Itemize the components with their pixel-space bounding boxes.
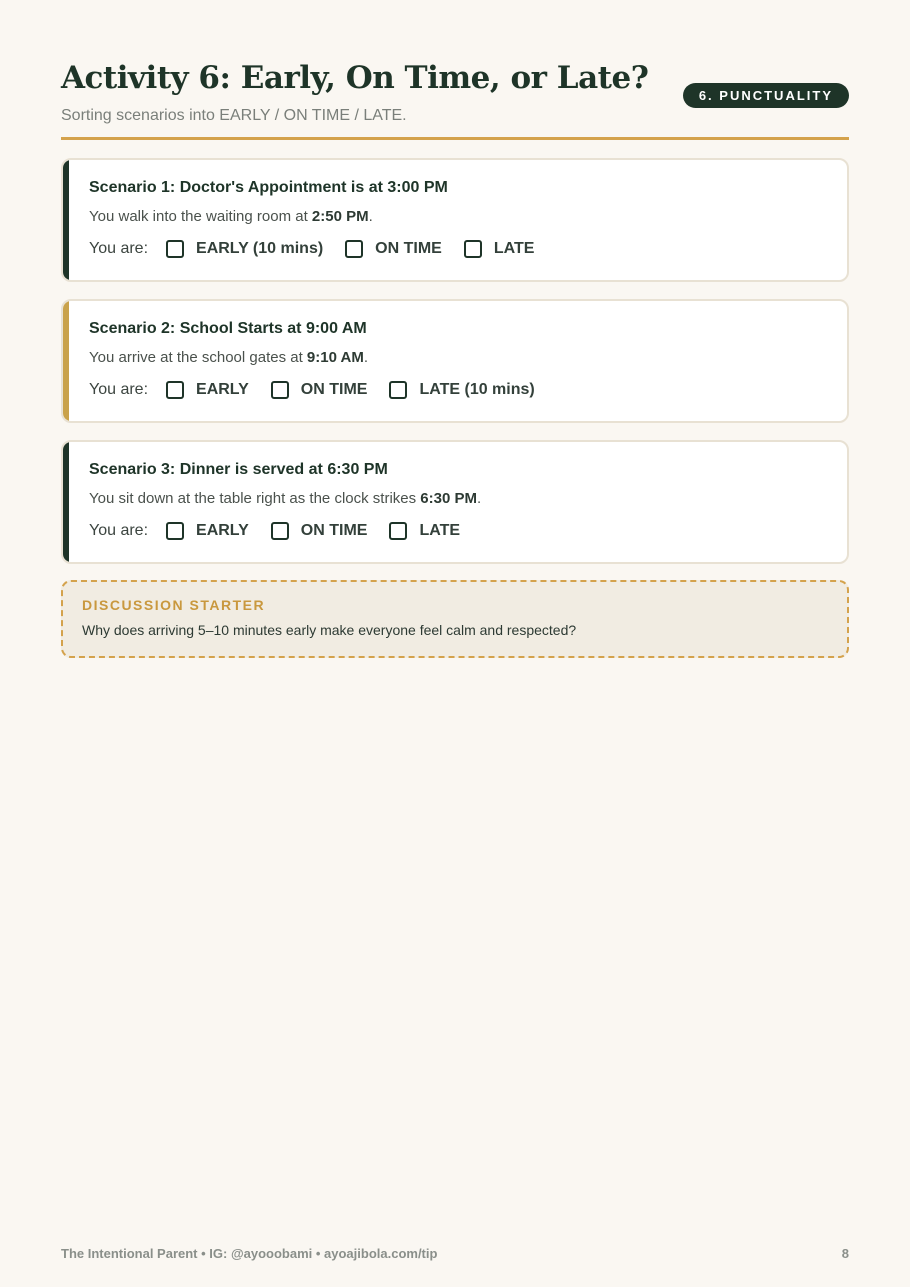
scenario-description: [89, 349, 368, 366]
checkbox[interactable]: [166, 522, 184, 540]
worksheet-page: [61, 0, 849, 638]
scenario-card-3: [61, 440, 849, 564]
option-on-time[interactable]: [271, 522, 368, 540]
scenario-time: 6:30 PM: [420, 490, 477, 507]
scenario-time: 2:50 PM: [311, 208, 369, 225]
option-label: LATE: [493, 240, 535, 257]
discussion-box: [61, 580, 849, 658]
page-title: Activity 6: Early, On Time, or Late?: [61, 60, 649, 96]
answer-options: [89, 522, 482, 540]
checkbox[interactable]: [166, 381, 184, 399]
checkbox[interactable]: [389, 381, 407, 399]
page-header: [61, 0, 849, 140]
checkbox[interactable]: [389, 522, 407, 540]
option-early[interactable]: [166, 522, 249, 540]
scenario-title: Scenario 1: Doctor's Appointment is at 3:00 PM: [89, 179, 448, 196]
option-late[interactable]: [389, 381, 534, 399]
option-early[interactable]: [166, 381, 249, 399]
scenario-text: You sit down at the table right as the clock strikes: [89, 490, 421, 507]
scenario-text: You arrive at the school gates at: [89, 349, 307, 366]
page-subtitle: Sorting scenarios into EARLY / ON TIME / LATE.: [61, 107, 407, 124]
option-early[interactable]: [166, 240, 323, 258]
checkbox[interactable]: [464, 240, 482, 258]
scenario-card-1: [61, 158, 849, 282]
checkbox[interactable]: [271, 522, 289, 540]
option-label: ON TIME: [300, 381, 368, 398]
discussion-text: Why does arriving 5–10 minutes early make everyone feel calm and respected?: [82, 622, 577, 638]
option-late[interactable]: [389, 522, 460, 540]
answer-options: [89, 240, 556, 258]
option-late[interactable]: [464, 240, 535, 258]
option-label: EARLY: [196, 522, 249, 539]
checkbox[interactable]: [166, 240, 184, 258]
option-label: EARLY: [196, 381, 249, 398]
answer-prompt: You are:: [89, 381, 149, 398]
scenario-text: You walk into the waiting room at: [89, 208, 312, 225]
scenario-title: Scenario 2: School Starts at 9:00 AM: [89, 320, 367, 337]
answer-prompt: You are:: [89, 240, 149, 257]
answer-prompt: You are:: [89, 522, 149, 539]
option-on-time[interactable]: [271, 381, 368, 399]
section-badge: 6. PUNCTUALITY: [683, 83, 849, 108]
option-on-time[interactable]: [345, 240, 442, 258]
option-label: LATE (10 mins): [419, 381, 535, 398]
discussion-heading: DISCUSSION STARTER: [82, 597, 266, 613]
scenario-text-end: .: [363, 349, 369, 366]
scenario-time: 9:10 AM: [306, 349, 364, 366]
page-number: 8: [841, 1246, 849, 1261]
footer-credits: The Intentional Parent • IG: @ayooobami • ayoajibola.com/tip: [61, 1246, 438, 1261]
scenario-title: Scenario 3: Dinner is served at 6:30 PM: [89, 461, 388, 478]
answer-options: [89, 381, 557, 399]
scenario-text-end: .: [368, 208, 373, 225]
option-label: ON TIME: [375, 240, 442, 257]
checkbox[interactable]: [345, 240, 363, 258]
scenario-text-end: .: [477, 490, 482, 507]
scenario-card-2: [61, 299, 849, 423]
scenario-description: [89, 490, 481, 507]
option-label: EARLY (10 mins): [196, 240, 324, 257]
checkbox[interactable]: [271, 381, 289, 399]
scenario-description: [89, 208, 373, 225]
option-label: LATE: [419, 522, 461, 539]
option-label: ON TIME: [300, 522, 368, 539]
